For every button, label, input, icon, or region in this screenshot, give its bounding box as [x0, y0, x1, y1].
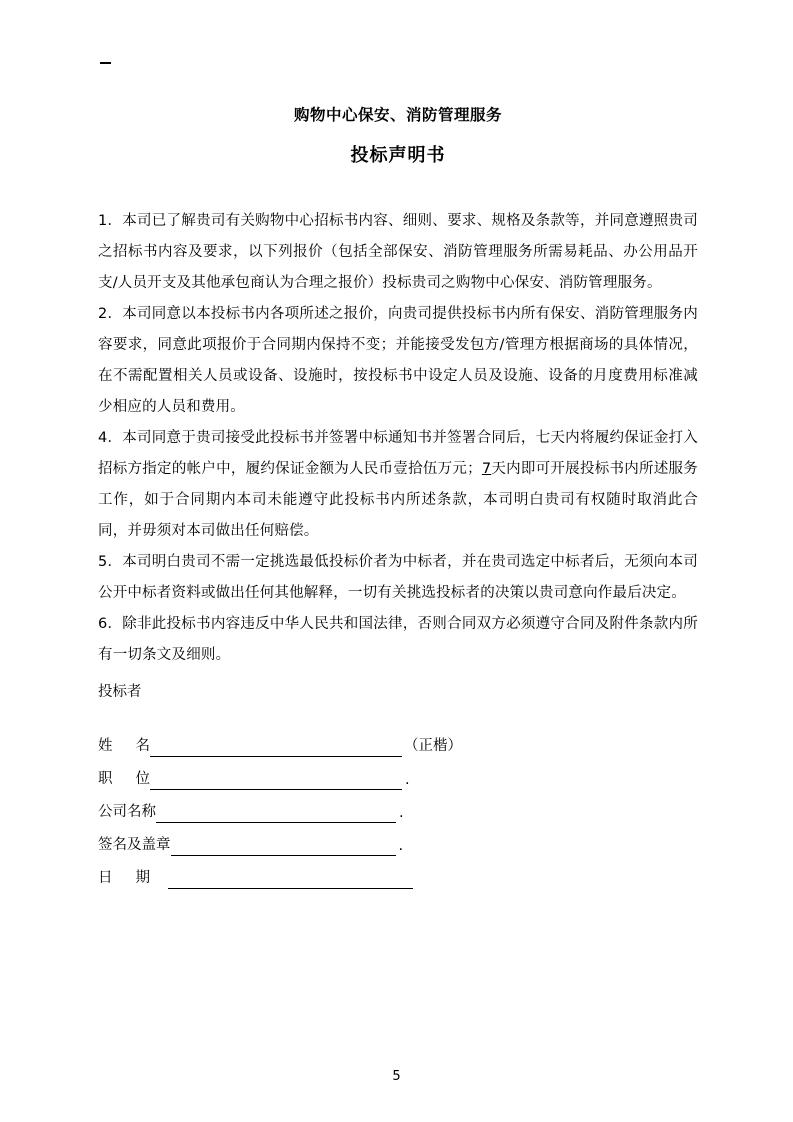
field-line-signature[interactable] [171, 835, 396, 856]
paragraph-1: 1．本司已了解贵司有关购物中心招标书内容、细则、要求、规格及条款等，并同意遵照贵司之招标书内容及要求，以下列报价（包括全部保安、消防管理服务所需易耗品、办公用品开支/人员开支及其他承包商认为合理之报价）投标贵司之购物中心保安、消防管理服务。 [98, 212, 698, 291]
field-dot-company: . [399, 804, 404, 821]
field-row-company [98, 792, 698, 825]
field-line-name[interactable] [150, 736, 402, 757]
field-label-position: 职 位 [98, 770, 151, 787]
field-line-date[interactable] [168, 868, 413, 889]
bidder-label: 投标者 [98, 683, 142, 700]
field-row-position [98, 759, 698, 792]
field-dot-signature: . [398, 837, 404, 854]
field-line-company[interactable] [156, 802, 396, 823]
paragraph-4 [98, 423, 698, 547]
field-row-name [98, 726, 698, 759]
document-content [98, 0, 698, 891]
field-label-date: 日 期 [98, 869, 151, 886]
paragraph-6: 6．除非此投标书内容违反中华人民共和国法律，否则合同双方必须遵守合同及附件条款内所有一切条文及细则。 [98, 615, 698, 663]
field-label-name: 姓 名 [98, 737, 151, 754]
field-row-signature [98, 825, 698, 858]
signature-fields [98, 726, 698, 891]
paragraph-2: 2．本司同意以本投标书内各项所述之报价，向贵司提供投标书内所有保安、消防管理服务内容要求，同意此项报价于合同期内保持不变；并能接受发包方/管理方根据商场的具体情况，在不需配置相关人员或设备、设施时，按投标书中设定人员及设施、设备的月度费用标准减少相应的人员和费用。 [98, 305, 698, 415]
page-number: 5 [392, 1069, 401, 1084]
document-title-line1: 购物中心保安、消防管理服务 [293, 106, 502, 124]
paragraph-4-part1: 4．本司同意于贵司接受此投标书并签署中标通知书并签署合同后，七天内将履约保证金打入招标方指定的帐户中，履约保证金额为人民币壹拾伍万元； [98, 429, 698, 477]
paragraph-4-underlined-number: 7 [481, 460, 492, 477]
paragraph-4-part2: 天内即可开展投标书内所述服务工作，如于合同期内本司未能遵守此投标书内所述条款，本司明白贵司有权随时取消此合同，并毋须对本司做出任何赔偿。 [98, 460, 698, 539]
field-dot-position: . [405, 771, 410, 788]
document-title-line2: 投标声明书 [350, 144, 446, 166]
document-body [98, 206, 698, 708]
paragraph-5: 5．本司明白贵司不需一定挑选最低投标价者为中标者，并在贵司选定中标者后，无须向本司公开中标者资料或做出任何其他解释，一切有关挑选投标者的决策以贵司意向作最后决定。 [98, 553, 698, 601]
field-suffix-name: （正楷） [404, 737, 463, 754]
field-label-company: 公司名称 [98, 803, 156, 820]
field-label-signature: 签名及盖章 [98, 836, 171, 853]
field-line-position[interactable] [150, 769, 402, 790]
field-row-date [98, 858, 698, 891]
